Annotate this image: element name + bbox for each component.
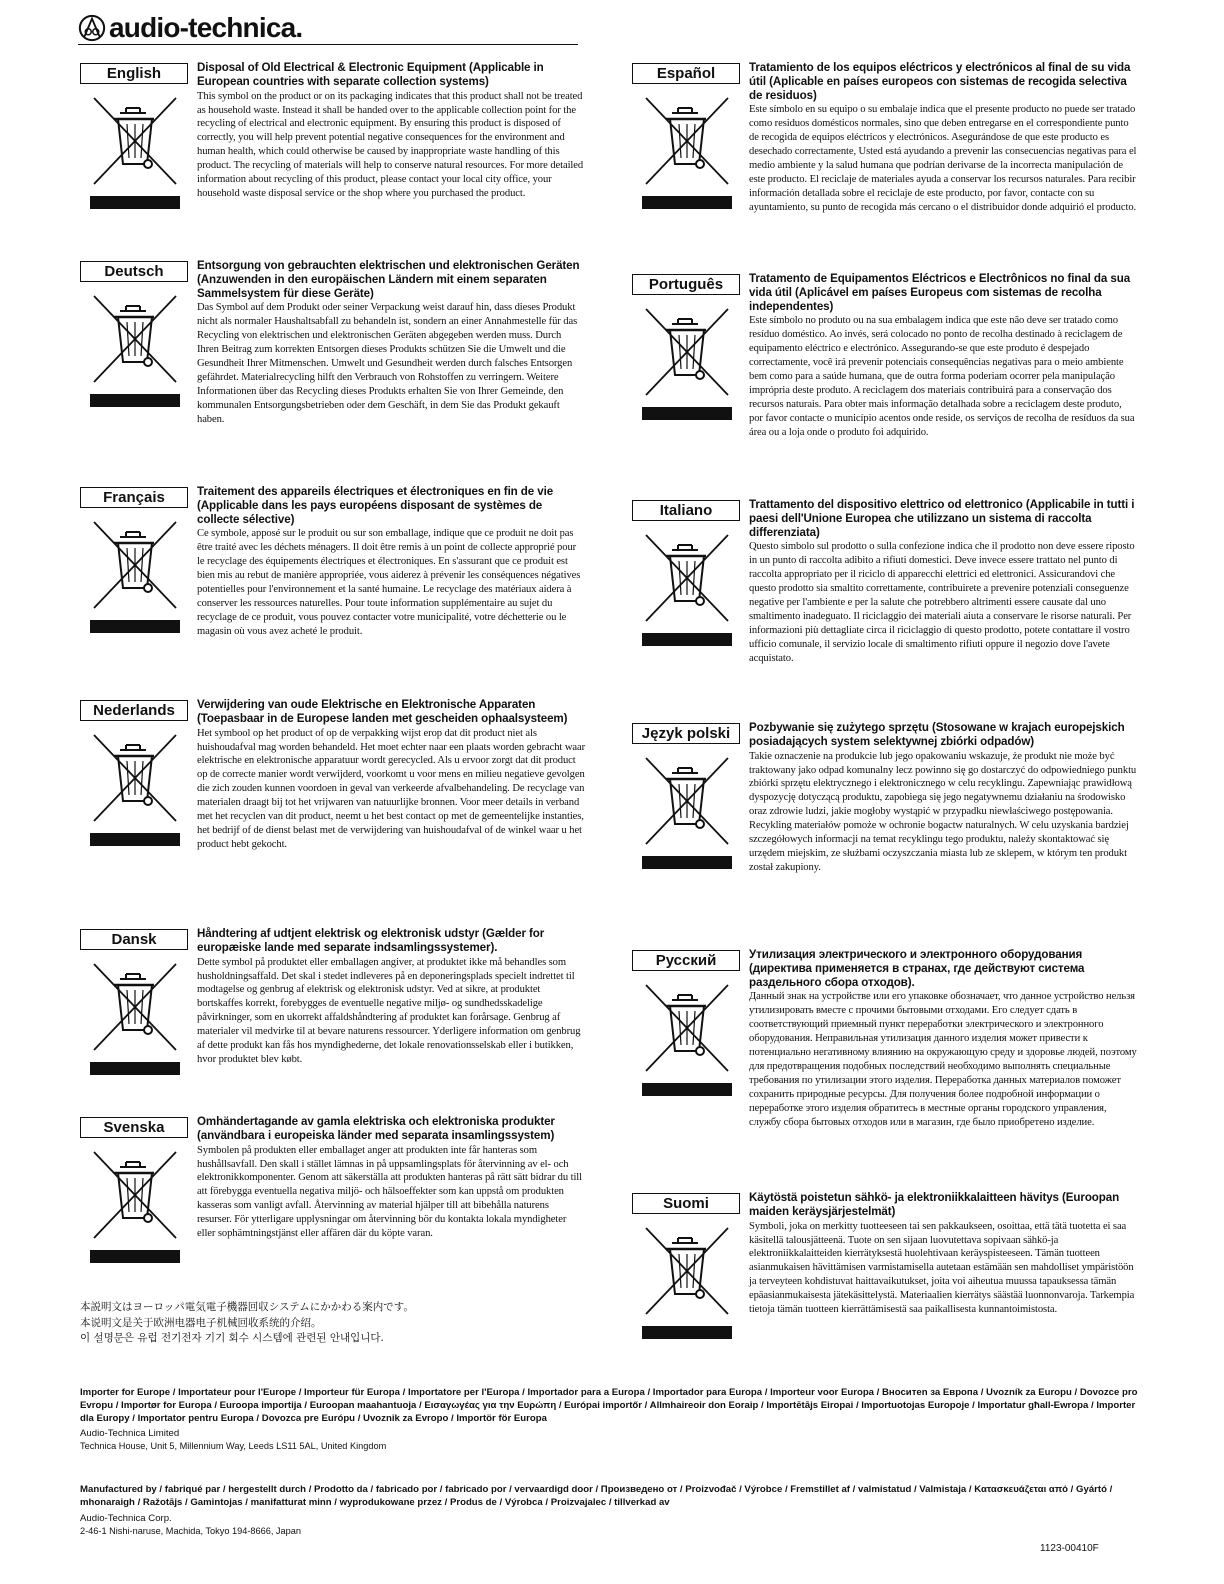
notice-title: Verwijdering van oude Elektrische en Elektronische Apparaten (Toepasbaar in de Europese landen met gescheiden ophaalsysteem) [197, 698, 568, 725]
language-label: Русский [632, 950, 740, 971]
japanese-note: 本説明文はヨーロッパ電気電子機器回収システムにかかわる案内です。 [80, 1301, 414, 1313]
notice-content [749, 721, 1137, 875]
notice-title: Pozbywanie się zużytego sprzętu (Stosowane w krajach europejskich posiadających system selektywnej zbiórki odpadów) [749, 721, 1125, 748]
notice-content [749, 1191, 1137, 1317]
notice-title: Traitement des appareils électriques et électroniques en fin de vie (Applicable dans les pays européens disposant de systèmes de collecte sélective) [197, 485, 554, 526]
language-label: Português [632, 274, 740, 295]
crossed-out-wheelie-bin-icon [90, 731, 180, 825]
language-label: Nederlands [80, 700, 188, 721]
weee-black-bar [642, 196, 732, 209]
notice-body: Este símbolo en su equipo o su embalaje indica que el presente producto no puede ser tratado como residuos domésticos normales, sino que deben entregarse en el correspondiente punto de recogida de equipos eléctricos y electrónicos. Asegurándose de que este producto es desechado correctamente, Usted está ayudando a prevenir las consecuencias negativas para el medio ambiente y la salud humana que podrían derivarse de la incorrecta manipulación de este producto. El reciclaje de materiales ayuda a conservar los recursos naturales. Para recibir información detallada sobre el reciclaje de este producto, por favor, contacte con su ayuntamiento, su punto de recogida más cercano o el distribuidor donde adquirió el producto. [749, 104, 1137, 213]
weee-black-bar [90, 196, 180, 209]
brand-name: audio-technica. [109, 12, 303, 43]
language-label: Español [632, 63, 740, 84]
notice-body: Dette symbol på produktet eller emballagen angiver, at produktet ikke må behandles som husholdningsaffald. Det skal i stedet indleveres på en deponeringsplads specielt indrettet til modtagelse og genbrug af elektrisk og elektronisk udstyr. Ved at sikre, at produktet bortskaffes korrekt, forebygges de eventuelle negative miljø- og sundhedsskadelige påvirkninger, som en ukorrekt affaldshåndtering af produktet kan forårsage. Genbrug af materialer vil medvirke til at bevare naturens ressourcer. Yderligere information om genbrug af dette produkt kan fås hos myndighederne, det lokale renovationsselskab eller i butikken, hvor produktet blev købt. [197, 956, 581, 1065]
notice-content [197, 61, 585, 201]
notice-body: Symboli, joka on merkitty tuotteeseen tai sen pakkaukseen, osoittaa, että tätä tuotetta ei saa käsitellä talousjätteenä. Tuote on sen sijaan luovutettava sopivaan sähkö-ja elektroniikkalaitteiden kierrätyksestä huolehtivaan keräyspisteeseen. Tämän tuotteen asianmukaisen hävittämisen varmistamisella autetaan estämään sen mahdolliset ympäristöön ja terveyteen kohdistuvat haittavaikutukset, joita voi aiheutua muussa tapauksessa tämän epäasianmukaisesta jätekäsittelystä. Materiaalien kierrätys säästää luonnonvaroja. Tarkempia tietoja tämän tuotteen kierrättämisestä saa paikallisesta kunnantoimistosta. [749, 1220, 1135, 1316]
weee-black-bar [90, 833, 180, 846]
notice-body: Das Symbol auf dem Produkt oder seiner Verpackung weist darauf hin, dass dieses Produkt nicht als normaler Haushaltsabfall zu behandeln ist, sondern an einer Annahmestelle für das Recycling von elektrischen und elektronischen Geräten abgegeben werden muss. Durch Ihren Beitrag zum korrekten Entsorgen dieses Produkts schützen Sie die Umwelt und die Gesundheit Ihrer Mitmenschen. Umwelt und Gesundheit werden durch falsches Entsorgen gefährdet. Materialrecycling hilft den Verbrauch von Rohstoffen zu verringern. Weitere Informationen über das Recycling dieses Produkts erhalten Sie von Ihrer Gemeinde, den kommunalen Entsorgungsbetrieben oder dem Geschäft, in dem Sie das Produkt gekauft haben. [197, 302, 578, 425]
crossed-out-wheelie-bin-icon [642, 754, 732, 848]
notice-content [749, 498, 1137, 666]
manufacturer-company: Audio-Technica Corp. [80, 1512, 172, 1524]
document-number: 1123-00410F [1040, 1543, 1099, 1554]
notice-body: Данный знак на устройстве или его упаковке обозначает, что данное устройство нельзя утилизировать вместе с прочими бытовыми отходами. Его следует сдать в соответствующий приемный пункт переработки электрического и электронного оборудования. Неправильная утилизация данного изделия может привести к потенциально негативному влиянию на окружающую среду и здоровье людей, поэтому для предотвращения подобных последствий необходимо выполнять специальные требования по утилизации этого изделия. Переработка данных материалов поможет сохранить природные ресурсы. Для получения более подробной информации о переработке этого изделия обратитесь в местные органы городского управления, службу сбора бытовых отходов или в магазин, где было приобретено изделие. [749, 991, 1137, 1128]
crossed-out-wheelie-bin-icon [90, 292, 180, 386]
notice-content [197, 698, 585, 852]
notice-body: Ce symbole, apposé sur le produit ou sur son emballage, indique que ce produit ne doit pas être traité avec les déchets ménagers. Il doit être remis à un point de collecte approprié pour le recyclage des équipements électriques et électroniques. En s'assurant que ce produit est bien mis au rebut de manière appropriée, vous aiderez à prévenir les conséquences négatives potentielles pour l'environnement et la santé humaine. Le recyclage des matériaux aidera à conserver les ressources naturelles. Pour toute information supplémentaire au sujet du recyclage de ce produit, vous pouvez contacter votre municipalité, votre déchetterie ou le magasin où vous avez acheté le produit. [197, 528, 581, 637]
crossed-out-wheelie-bin-icon [90, 1148, 180, 1242]
weee-black-bar [642, 856, 732, 869]
language-label: Svenska [80, 1117, 188, 1138]
notice-body: Het symbool op het product of op de verpakking wijst erop dat dit product niet als huishoudafval mag worden behandeld. Het moet echter naar een plaats worden gebracht waar elektrische en elektronische apparatuur wordt gerecycled. Als u ervoor zorgt dat dit product op de correcte manier wordt verwijderd, voorkomt u voor mens en milieu negatieve gevolgen die zich zouden kunnen voordoen in geval van verkeerde afvalbehandeling. De recyclage van materialen draagt bij tot het vrijwaren van natuurlijke bronnen. Voor meer details in verband met het recyclen van dit product, neemt u het best contact op met de gemeentelijke instanties, het bedrijf of de dienst belast met de verwijdering van huishoudafval of de winkel waar u het product hebt gekocht. [197, 727, 586, 850]
language-label: English [80, 63, 188, 84]
manufacturer-section [80, 1484, 1140, 1538]
notice-title: Tratamiento de los equipos eléctricos y electrónicos al final de su vida útil (Aplicable en países europeos con sistemas de recogida selectiva de residuos) [749, 61, 1131, 102]
crossed-out-wheelie-bin-icon [90, 960, 180, 1054]
language-label: Język polski [632, 723, 740, 744]
language-label: Dansk [80, 929, 188, 950]
notice-body: Este símbolo no produto ou na sua embalagem indica que este não deve ser tratado como resíduo doméstico. Ao invés, será colocado no ponto de recolha destinado à reciclagem de equipamento eléctrico e electrónico. Assegurando-se que este produto é despejado correctamente, você irá prevenir potenciais consequências negativas para o meio ambiente bem como para a saúde humana, que de outra forma poderiam ocorrer pela manipulação imprópria deste produto. A reciclagem dos materiais contribuirá para a conservação dos recursos naturais. Para obter mais informação detalhada sobre a reciclagem deste produto, por favor contacte o município acentos onde reside, os serviços de recolha de resíduos da sua área ou a loja onde o produto foi adquirido. [749, 315, 1135, 438]
notice-title: Entsorgung von gebrauchten elektrischen und elektronischen Geräten (Anzuwenden in den europäischen Ländern mit einem separaten Sammelsystem für diese Geräte) [197, 259, 580, 300]
crossed-out-wheelie-bin-icon [642, 531, 732, 625]
language-label: Suomi [632, 1193, 740, 1214]
asian-notes [80, 1300, 580, 1347]
audio-technica-logo-icon [78, 14, 106, 42]
notice-content [749, 61, 1137, 215]
weee-black-bar [90, 1062, 180, 1075]
importer-title: Importer for Europe / Importateur pour l'Europe / Importeur für Europa / Importatore per l'Europa / Importador para a Europa / Importador para Europa / Importeur voor Europa / Вноситеn за Европа / Uvozník za Europu / Dovozce pro Evropu / Importør for Europa / Euroopa importija / Euroopan maahantuoja / Εισαγωγέας για την Ευρώπη / Európai importőr / Allmhaireoir don Eoraip / Importētājs Eiropai / Importuotojas Europoje / Importatur għall-Ewropa / Importer dla Europy / Importator pentru Europa / Dovozca pre Európu / Uvoznik za Evropo / Importör för Europa [80, 1387, 1138, 1424]
korean-note: 이 설명문은 유럽 전기전자 기기 회수 시스템에 관련된 안내입니다. [80, 1332, 384, 1344]
notice-title: Tratamento de Equipamentos Eléctricos e Electrônicos no final da sua vida útil (Aplicável em países Europeus com sistemas de recolha independentes) [749, 272, 1131, 313]
importer-section [80, 1387, 1140, 1453]
crossed-out-wheelie-bin-icon [642, 305, 732, 399]
crossed-out-wheelie-bin-icon [90, 518, 180, 612]
notice-content [197, 927, 585, 1067]
notice-body: Symbolen på produkten eller emballaget anger att produkten inte får hanteras som hushållsavfall. Den skall i stället lämnas in på uppsamlingsplats för återvinning av el- och elektronikkomponenter. Genom att säkerställa att produkten hanteras på rätt sätt bidrar du till att förebygga eventuella negativa miljö- och hälsoeffekter som kan uppstå om produkten kasseras som vanligt avfall. Återvinning av material hjälper till att bibehålla naturens resurser. För ytterligare upplysningar om återvinning bör du kontakta lokala myndigheter eller sophämtningstjänst eller affären där du köpte varan. [197, 1144, 582, 1240]
notice-title: Утилизация электрического и электронного оборудования (директива применяется в странах, где действуют система раздельного сбора отходов). [749, 948, 1085, 989]
weee-black-bar [90, 1250, 180, 1263]
chinese-note: 本说明文是关于欧洲电器电子机械回收系统的介绍。 [80, 1316, 322, 1329]
notice-body: This symbol on the product or on its packaging indicates that this product shall not be treated as household waste. Instead it shall be handed over to the applicable collection point for the recycling of electrical and electronic equipment. By ensuring this product is disposed of correctly, you will help prevent potential negative consequences for the environment and human health, which could otherwise be caused by inappropriate waste handling of this product. The recycling of materials will help to conserve natural resources. For more detailed information about recycling of this product, please contact your local city office, your household waste disposal service or the shop where you purchased the product. [197, 90, 584, 199]
language-label: Français [80, 487, 188, 508]
notice-title: Omhändertagande av gamla elektriska och elektroniska produkter (användbara i europeiska länder med separata insamlingssystem) [197, 1115, 555, 1142]
crossed-out-wheelie-bin-icon [642, 981, 732, 1075]
weee-black-bar [90, 620, 180, 633]
notice-title: Trattamento del dispositivo elettrico od elettronico (Applicabile in tutti i paesi dell'Unione Europea che utilizzano un sistema di raccolta differenziata) [749, 498, 1135, 539]
notice-content [197, 485, 585, 639]
notice-title: Håndtering af udtjent elektrisk og elektronisk udstyr (Gælder for europæiske lande med separate indsamlingssystemer). [197, 927, 545, 954]
notice-content [749, 948, 1137, 1129]
importer-company: Audio-Technica Limited [80, 1428, 180, 1440]
weee-black-bar [642, 1083, 732, 1096]
brand-logo [78, 10, 302, 46]
weee-black-bar [642, 633, 732, 646]
manufacturer-title: Manufactured by / fabriqué par / hergestellt durch / Prodotto da / fabricado por / fabricado por / vervaardigd door / Произведено от / Proizvođač / Výrobce / Fremstillet af / valmistatud / Valmistaja / Κατασκευάζεται από / Gyártó / mhonaraigh / Ražotājs / Gamintojas / manifatturat minn / wyprodukowane przez / Produs de / Výrobca / Proizvajalec / tillverkad av [80, 1484, 1113, 1508]
header-divider [78, 44, 578, 45]
importer-address: Technica House, Unit 5, Millennium Way, Leeds LS11 5AL, United Kingdom [80, 1441, 387, 1452]
notice-body: Questo simbolo sul prodotto o sulla confezione indica che il prodotto non deve essere riposto in un punto di raccolta adibito a rifiuti domestici. Deve invece essere trattato nel punto di raccolta appropriato per il riciclo di apparecchi elettrici ed elettronici. Assicurandovi che questo prodotto sia smaltito correttamente, contribuirete a prevenire potenziali conseguenze negative per l'ambiente e per la salute che potrebbero altrimenti essere causate dal uno smaltimento inadeguato. Il riciclaggio dei materiali aiuta a conservare le risorse naturali. Per informazioni più dettagliate circa il riciclaggio di questo prodotto, potete contattare il vostro ufficio comunale, il servizio locale di smaltimento rifiuti oppure il negozio dove l'avete acquistato. [749, 541, 1135, 664]
weee-black-bar [642, 1326, 732, 1339]
crossed-out-wheelie-bin-icon [90, 94, 180, 188]
crossed-out-wheelie-bin-icon [642, 1224, 732, 1318]
notice-title: Käytöstä poistetun sähkö- ja elektroniikkalaitteen hävitys (Euroopan maiden keräysjärjestelmät) [749, 1191, 1120, 1218]
notice-content [197, 259, 585, 427]
weee-black-bar [642, 407, 732, 420]
notice-body: Takie oznaczenie na produkcie lub jego opakowaniu wskazuje, że produkt nie może być traktowany jako odpad komunalny lecz powinno się go dostarczyć do odpowiedniego punktu zbiórki sprzętu elektrycznego i elektronicznego w celu recyklingu. Zapewniając prawidłową dyspozycję dotyczącą produktu, zapobiega się jego negatywnemu działaniu na środowisko oraz zdrowie ludzi, jakie mogłoby wystąpić w przypadku niewłaściwego postępowania. Recykling materiałów pomoże w ochronie bogactw naturalnych. W celu uzyskania bardziej szczegółowych informacji na temat recyklingu tego produktu, należy skontaktować się urzędem miejskim, ze służbami oczyszczania miasta lub ze sklepem, w którym ten produkt został zakupiony. [749, 750, 1137, 873]
language-label: Italiano [632, 500, 740, 521]
crossed-out-wheelie-bin-icon [642, 94, 732, 188]
notice-content [197, 1115, 585, 1241]
weee-black-bar [90, 394, 180, 407]
language-label: Deutsch [80, 261, 188, 282]
notice-content [749, 272, 1137, 440]
manufacturer-address: 2-46-1 Nishi-naruse, Machida, Tokyo 194-8666, Japan [80, 1525, 301, 1536]
notice-title: Disposal of Old Electrical & Electronic Equipment (Applicable in European countries with separate collection systems) [197, 61, 544, 88]
